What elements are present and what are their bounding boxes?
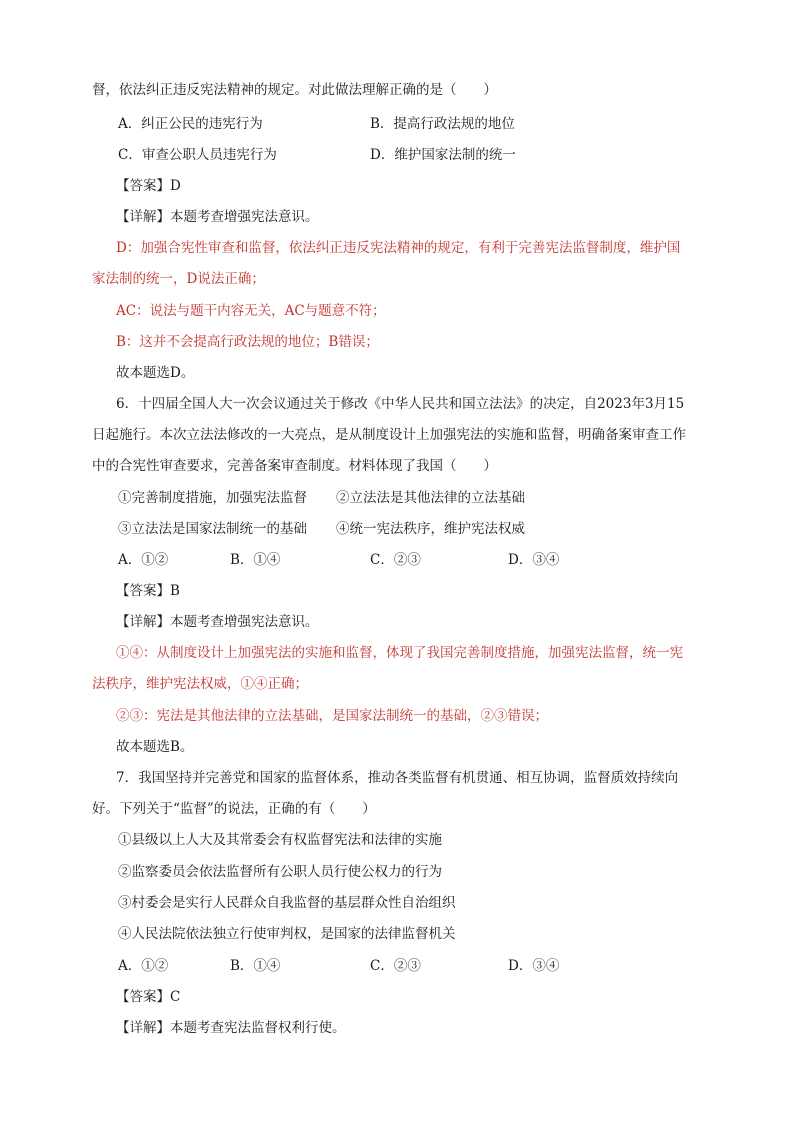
q6-explain-line: 法秩序，维护宪法权威，①④正确； bbox=[92, 676, 308, 692]
prev-question-stem: 督，依法纠正违反宪法精神的规定。对此做法理解正确的是（ ） bbox=[92, 82, 497, 98]
q7-option-d: D．③④ bbox=[508, 958, 560, 974]
prev-option-d: D．维护国家法制的统一 bbox=[370, 147, 516, 163]
prev-option-c: C．审查公职人员违宪行为 bbox=[118, 147, 277, 163]
q6-option-c: C．②③ bbox=[370, 552, 421, 568]
q6-stem-line: 日起施行。本次立法法修改的一大亮点，是从制度设计上加强宪法的实施和监督，明确备案审查工作 bbox=[92, 427, 686, 443]
q7-option-c: C．②③ bbox=[370, 958, 421, 974]
q7-option-a: A．①② bbox=[118, 958, 169, 974]
prev-option-a: A．纠正公民的违宪行为 bbox=[118, 116, 263, 132]
prev-option-b: B．提高行政法规的地位 bbox=[370, 116, 515, 132]
prev-explain-line: 家法制的统一，D说法正确； bbox=[92, 271, 265, 287]
prev-explain-head: 【详解】本题考查增强宪法意识。 bbox=[116, 209, 319, 225]
q6-answer: 【答案】B bbox=[116, 583, 180, 599]
q7-item-1: ①县级以上人大及其常委会有权监督宪法和法律的实施 bbox=[118, 832, 442, 848]
q6-item-4: ④统一宪法秩序，维护宪法权威 bbox=[336, 521, 525, 537]
q7-explain-head: 【详解】本题考查宪法监督权利行使。 bbox=[116, 1020, 346, 1036]
prev-explain-line: AC：说法与题干内容无关，AC与题意不符； bbox=[116, 303, 386, 319]
q6-stem-line: 中的合宪性审查要求，完善备案审查制度。材料体现了我国（ ） bbox=[92, 458, 497, 474]
q6-conclusion: 故本题选B。 bbox=[116, 739, 194, 755]
q6-stem-line: 6．十四届全国人大一次会议通过关于修改《中华人民共和国立法法》的决定，自2023年3月15 bbox=[116, 396, 685, 412]
prev-explain-line: B：这并不会提高行政法规的地位；B错误； bbox=[116, 334, 379, 350]
q7-item-3: ③村委会是实行人民群众自我监督的基层群众性自治组织 bbox=[118, 895, 456, 911]
q6-explain-line: ①④：从制度设计上加强宪法的实施和监督，体现了我国完善制度措施，加强宪法监督，统一宪 bbox=[116, 645, 683, 661]
q6-explain-head: 【详解】本题考查增强宪法意识。 bbox=[116, 614, 319, 630]
q7-stem-line: 好。下列关于“监督”的说法，正确的有（ ） bbox=[92, 801, 376, 817]
q7-item-2: ②监察委员会依法监督所有公职人员行使公权力的行为 bbox=[118, 864, 442, 880]
prev-answer: 【答案】D bbox=[116, 178, 181, 194]
q7-answer: 【答案】C bbox=[116, 989, 181, 1005]
q6-option-b: B．①④ bbox=[230, 552, 281, 568]
q6-option-a: A．①② bbox=[118, 552, 169, 568]
q7-stem-line: 7．我国坚持并完善党和国家的监督体系，推动各类监督有机贯通、相互协调，监督质效持续向 bbox=[116, 770, 679, 786]
q7-item-4: ④人民法院依法独立行使审判权，是国家的法律监督机关 bbox=[118, 926, 456, 942]
q6-option-d: D．③④ bbox=[508, 552, 560, 568]
q6-explain-line: ②③：宪法是其他法律的立法基础，是国家法制统一的基础，②③错误； bbox=[116, 708, 548, 724]
q6-item-2: ②立法法是其他法律的立法基础 bbox=[336, 490, 525, 506]
prev-explain-line: D：加强合宪性审查和监督，依法纠正违反宪法精神的规定，有利于完善宪法监督制度，维护国 bbox=[116, 240, 681, 256]
q7-option-b: B．①④ bbox=[230, 958, 281, 974]
q6-item-3: ③立法法是国家法制统一的基础 bbox=[118, 521, 307, 537]
q6-item-1: ①完善制度措施，加强宪法监督 bbox=[118, 490, 307, 506]
prev-conclusion: 故本题选D。 bbox=[116, 365, 195, 381]
